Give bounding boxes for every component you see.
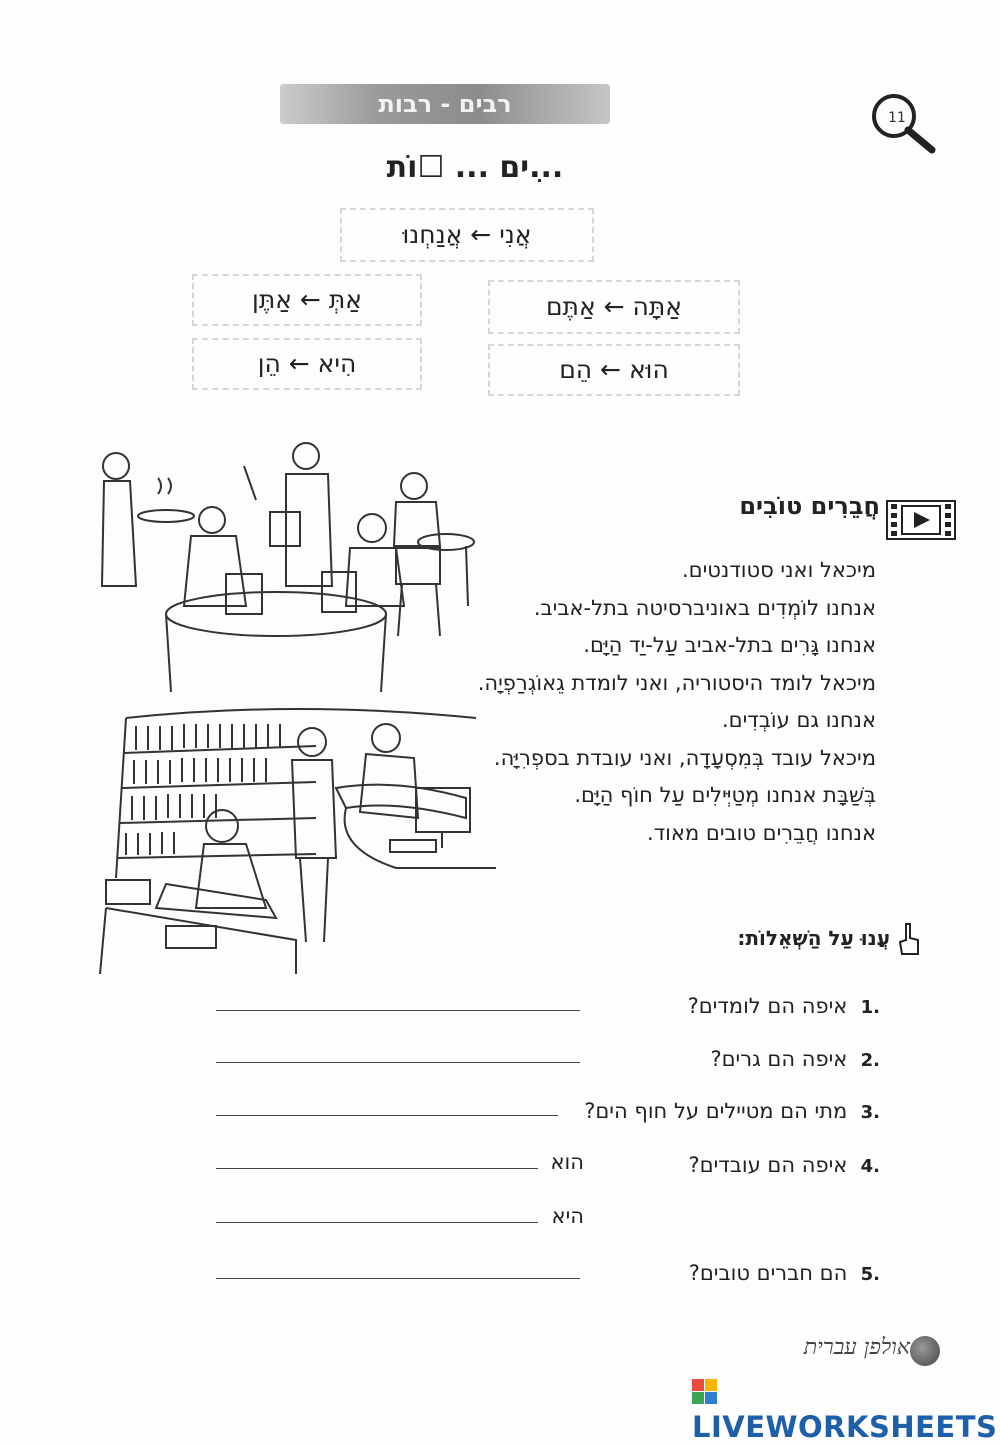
brand-name: LIVEWORKSHEETS bbox=[692, 1410, 998, 1444]
question-5 bbox=[689, 1261, 880, 1285]
question-1 bbox=[688, 994, 880, 1018]
story-line: אנחנו לוֹמְדִים באוניברסיטה בתל-אביב. bbox=[533, 595, 876, 620]
pronoun-she: הִיא ← הֵן bbox=[192, 338, 422, 390]
question-number: .5 bbox=[860, 1264, 880, 1285]
question-number: .2 bbox=[860, 1050, 880, 1071]
restaurant-illustration bbox=[96, 436, 476, 692]
answer-line-5[interactable] bbox=[216, 1278, 580, 1279]
story-text bbox=[436, 552, 876, 852]
banner-title: רבים - רבות bbox=[378, 90, 512, 118]
answer-line-1[interactable] bbox=[216, 1010, 580, 1011]
question-2 bbox=[710, 1047, 880, 1071]
film-icon bbox=[886, 500, 956, 540]
question-text: איפה הם לומדים? bbox=[687, 994, 848, 1018]
story-line: מיכאל ואני סטודנטים. bbox=[681, 558, 876, 582]
pronoun-you-m: אַתָּה ← אַתֶּם bbox=[488, 280, 740, 334]
label-she: היא bbox=[551, 1204, 584, 1228]
story-title: חֲבֵרִים טוֹבִים bbox=[739, 492, 880, 520]
question-text: הם חברים טובים? bbox=[688, 1261, 848, 1285]
story-line: אנחנו גָּרִים בתל-אביב עַל-יַד הַיָּם. bbox=[583, 633, 876, 657]
label-he: הוא bbox=[550, 1150, 584, 1174]
liveworksheets-brand[interactable] bbox=[692, 1376, 998, 1444]
globe-icon bbox=[910, 1336, 940, 1366]
question-3 bbox=[584, 1099, 880, 1123]
answer-line-2[interactable] bbox=[216, 1062, 580, 1063]
book-title: אולפן עברית bbox=[803, 1335, 910, 1360]
question-4 bbox=[688, 1153, 880, 1177]
story-line: אנחנו גם עוֹבְדִים. bbox=[721, 708, 876, 732]
story-line: בְּשַׁבָּת אנחנו מְטַיְּילִים עַל חוֹף הַיָּם. bbox=[574, 783, 876, 807]
question-text: איפה הם עובדים? bbox=[688, 1153, 848, 1177]
liveworksheets-logo-icon bbox=[692, 1379, 718, 1405]
question-text: מתי הם מטיילים על חוף הים? bbox=[584, 1099, 848, 1123]
answer-line-3[interactable] bbox=[216, 1115, 558, 1116]
lesson-banner bbox=[280, 84, 610, 124]
pointing-hand-icon bbox=[896, 922, 922, 958]
magnifier-icon bbox=[868, 92, 938, 154]
svg-text:11: 11 bbox=[888, 110, 906, 126]
question-text: איפה הם גרים? bbox=[710, 1047, 848, 1071]
story-line: אנחנו חֲבֵרִים טובים מאוד. bbox=[647, 820, 876, 845]
question-number: .4 bbox=[860, 1156, 880, 1177]
question-number: .3 bbox=[860, 1102, 880, 1123]
plural-pattern: ...ִים ... ☐וֹת bbox=[386, 150, 564, 185]
question-number: .1 bbox=[860, 997, 880, 1018]
story-line: מיכאל לומד היסטוריה, ואני לומדת גֵאוֹגְרַפְיָה. bbox=[477, 670, 876, 695]
answer-line-4b[interactable] bbox=[216, 1222, 538, 1223]
pronoun-he: הוּא ← הֵם bbox=[488, 344, 740, 396]
pronoun-we: אֲנִי ← אֲנַחְנוּ bbox=[340, 208, 594, 262]
answer-line-4a[interactable] bbox=[216, 1168, 538, 1169]
questions-title: עֲנוּ עַל הַשְּׁאֵלוֹת: bbox=[737, 926, 890, 950]
pronoun-you-f: אַתְּ ← אַתֶּן bbox=[192, 274, 422, 326]
story-line: מיכאל עובד בְּמִסְעָדָה, ואני עובדת בספְרִיָּה. bbox=[493, 745, 876, 770]
